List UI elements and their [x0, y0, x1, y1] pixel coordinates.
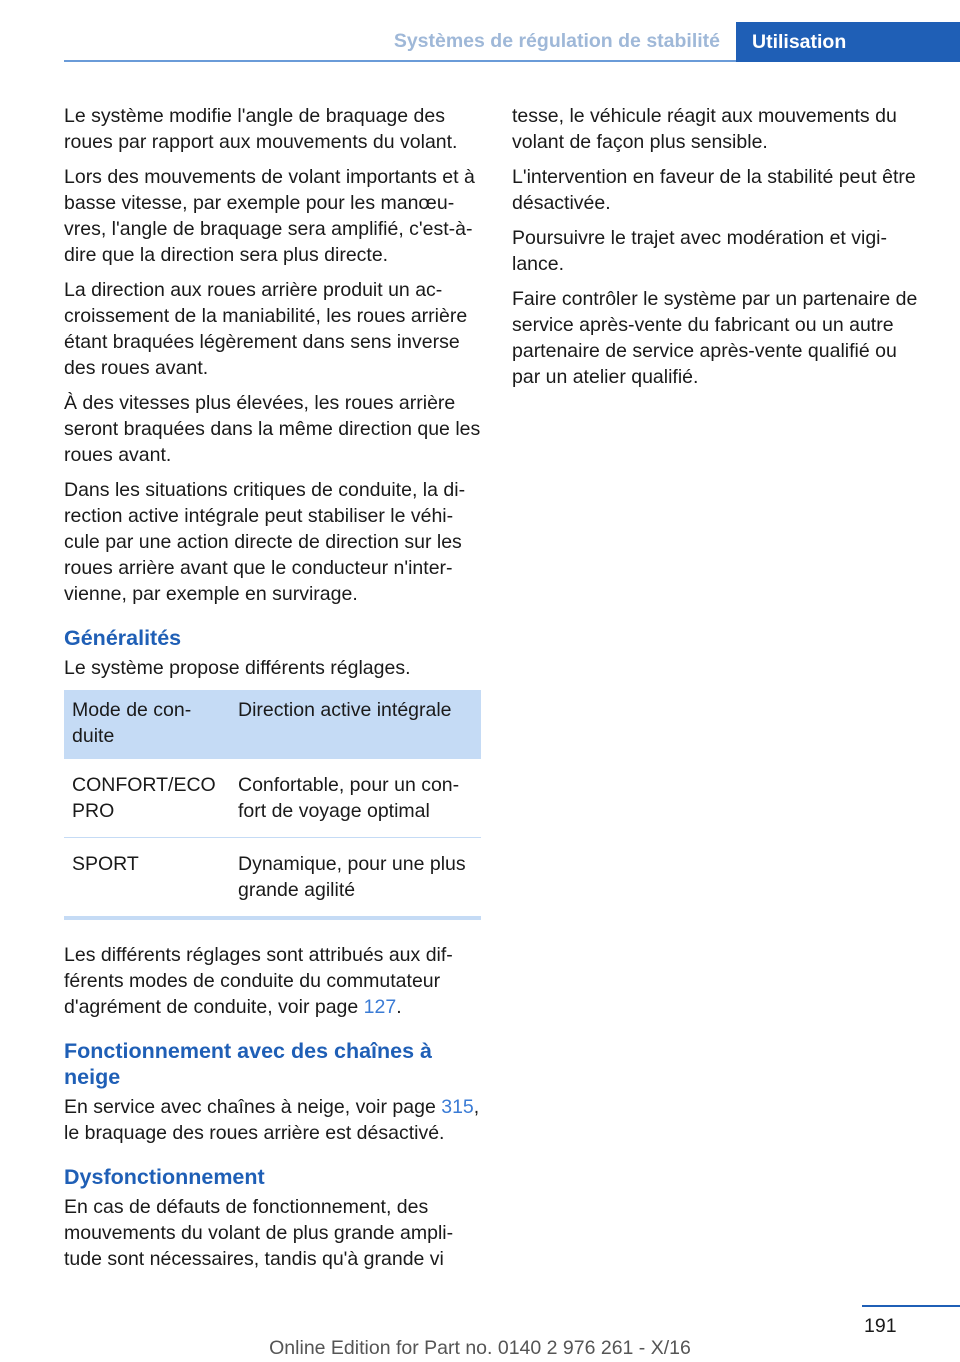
table-header-row [64, 690, 481, 759]
paragraph: Le système propose différents réglages. [64, 657, 411, 679]
paragraph: À des vitesses plus élevées, les roues arrière seront braquées dans la même direction que les roues avant. [64, 392, 481, 466]
table-header-cell: Direction active intégrale [230, 690, 481, 759]
paragraph [64, 1094, 482, 1146]
page-number: 191 [864, 1315, 897, 1337]
page-link-315[interactable]: 315 [441, 1096, 474, 1118]
paragraph: Lors des mouvements de volant importants et à basse vitesse, par exemple pour les manœuvres, l'angle de braquage sera amplifié, c'est-à-dire que la direction sera plus directe. [64, 166, 475, 266]
footer-divider [862, 1305, 960, 1307]
left-column [64, 103, 482, 1281]
table-header-cell: Mode de conduite [64, 690, 230, 759]
heading-dysfonctionnement: Dysfonctionnement [64, 1165, 265, 1189]
table-row [64, 759, 481, 838]
text-run: Les différents réglages sont attribués aux différents modes de conduite du commutateur d'agrément de conduite, voir page [64, 944, 453, 1018]
paragraph: En cas de défauts de fonctionnement, des mouvements du volant de plus grande amplitude sont nécessaires, tandis qu'à grande vi [64, 1196, 454, 1270]
paragraph: Dans les situations critiques de conduite, la direction active intégrale peut stabiliser le véhicule par une action directe de direction sur les roues arrière avant que le conducteur n'intervienne, par exemple en survirage. [64, 479, 466, 605]
heading-generalites: Généralités [64, 626, 182, 650]
table-cell: SPORT [64, 838, 230, 919]
paragraph: Faire contrôler le système par un partenaire de service après-vente du fabricant ou un autre partenaire de service après-vente qualifié ou par un atelier qualifié. [512, 288, 918, 388]
table-cell: Dynamique, pour une plus grande agilité [230, 838, 481, 919]
right-column [512, 103, 930, 399]
text-run: . [396, 996, 402, 1018]
table-cell: CONFORT/ECO PRO [64, 759, 230, 838]
heading-chaines-neige: Fonctionnement avec des chaînes à neige [64, 1039, 433, 1089]
paragraph: L'intervention en faveur de la stabilité peut être désactivée. [512, 166, 916, 214]
running-header-section: Systèmes de régulation de stabilité [393, 30, 720, 52]
paragraph: La direction aux roues arrière produit un accroissement de la maniabilité, les roues arrière étant braquées légèrement dans sens inverse des roues avant. [64, 279, 468, 379]
edition-note: Online Edition for Part no. 0140 2 976 261 - X/16 [269, 1337, 691, 1359]
paragraph: tesse, le véhicule réagit aux mouvements du volant de façon plus sensible. [512, 105, 897, 153]
text-run: En service avec chaînes à neige, voir page [64, 1096, 442, 1118]
table-row [64, 838, 481, 919]
paragraph [64, 942, 482, 1020]
table-cell: Confortable, pour un confort de voyage optimal [230, 759, 481, 838]
page-link-127[interactable]: 127 [363, 996, 397, 1018]
modes-table [64, 690, 481, 920]
header-divider [64, 60, 736, 62]
paragraph: Poursuivre le trajet avec modération et vigilance. [512, 227, 888, 275]
paragraph: Le système modifie l'angle de braquage des roues par rapport aux mouvements du volant. [64, 105, 458, 153]
text-run: , le braquage des roues arrière est désactivé. [64, 1096, 480, 1144]
chapter-tab: Utilisation [736, 22, 960, 62]
